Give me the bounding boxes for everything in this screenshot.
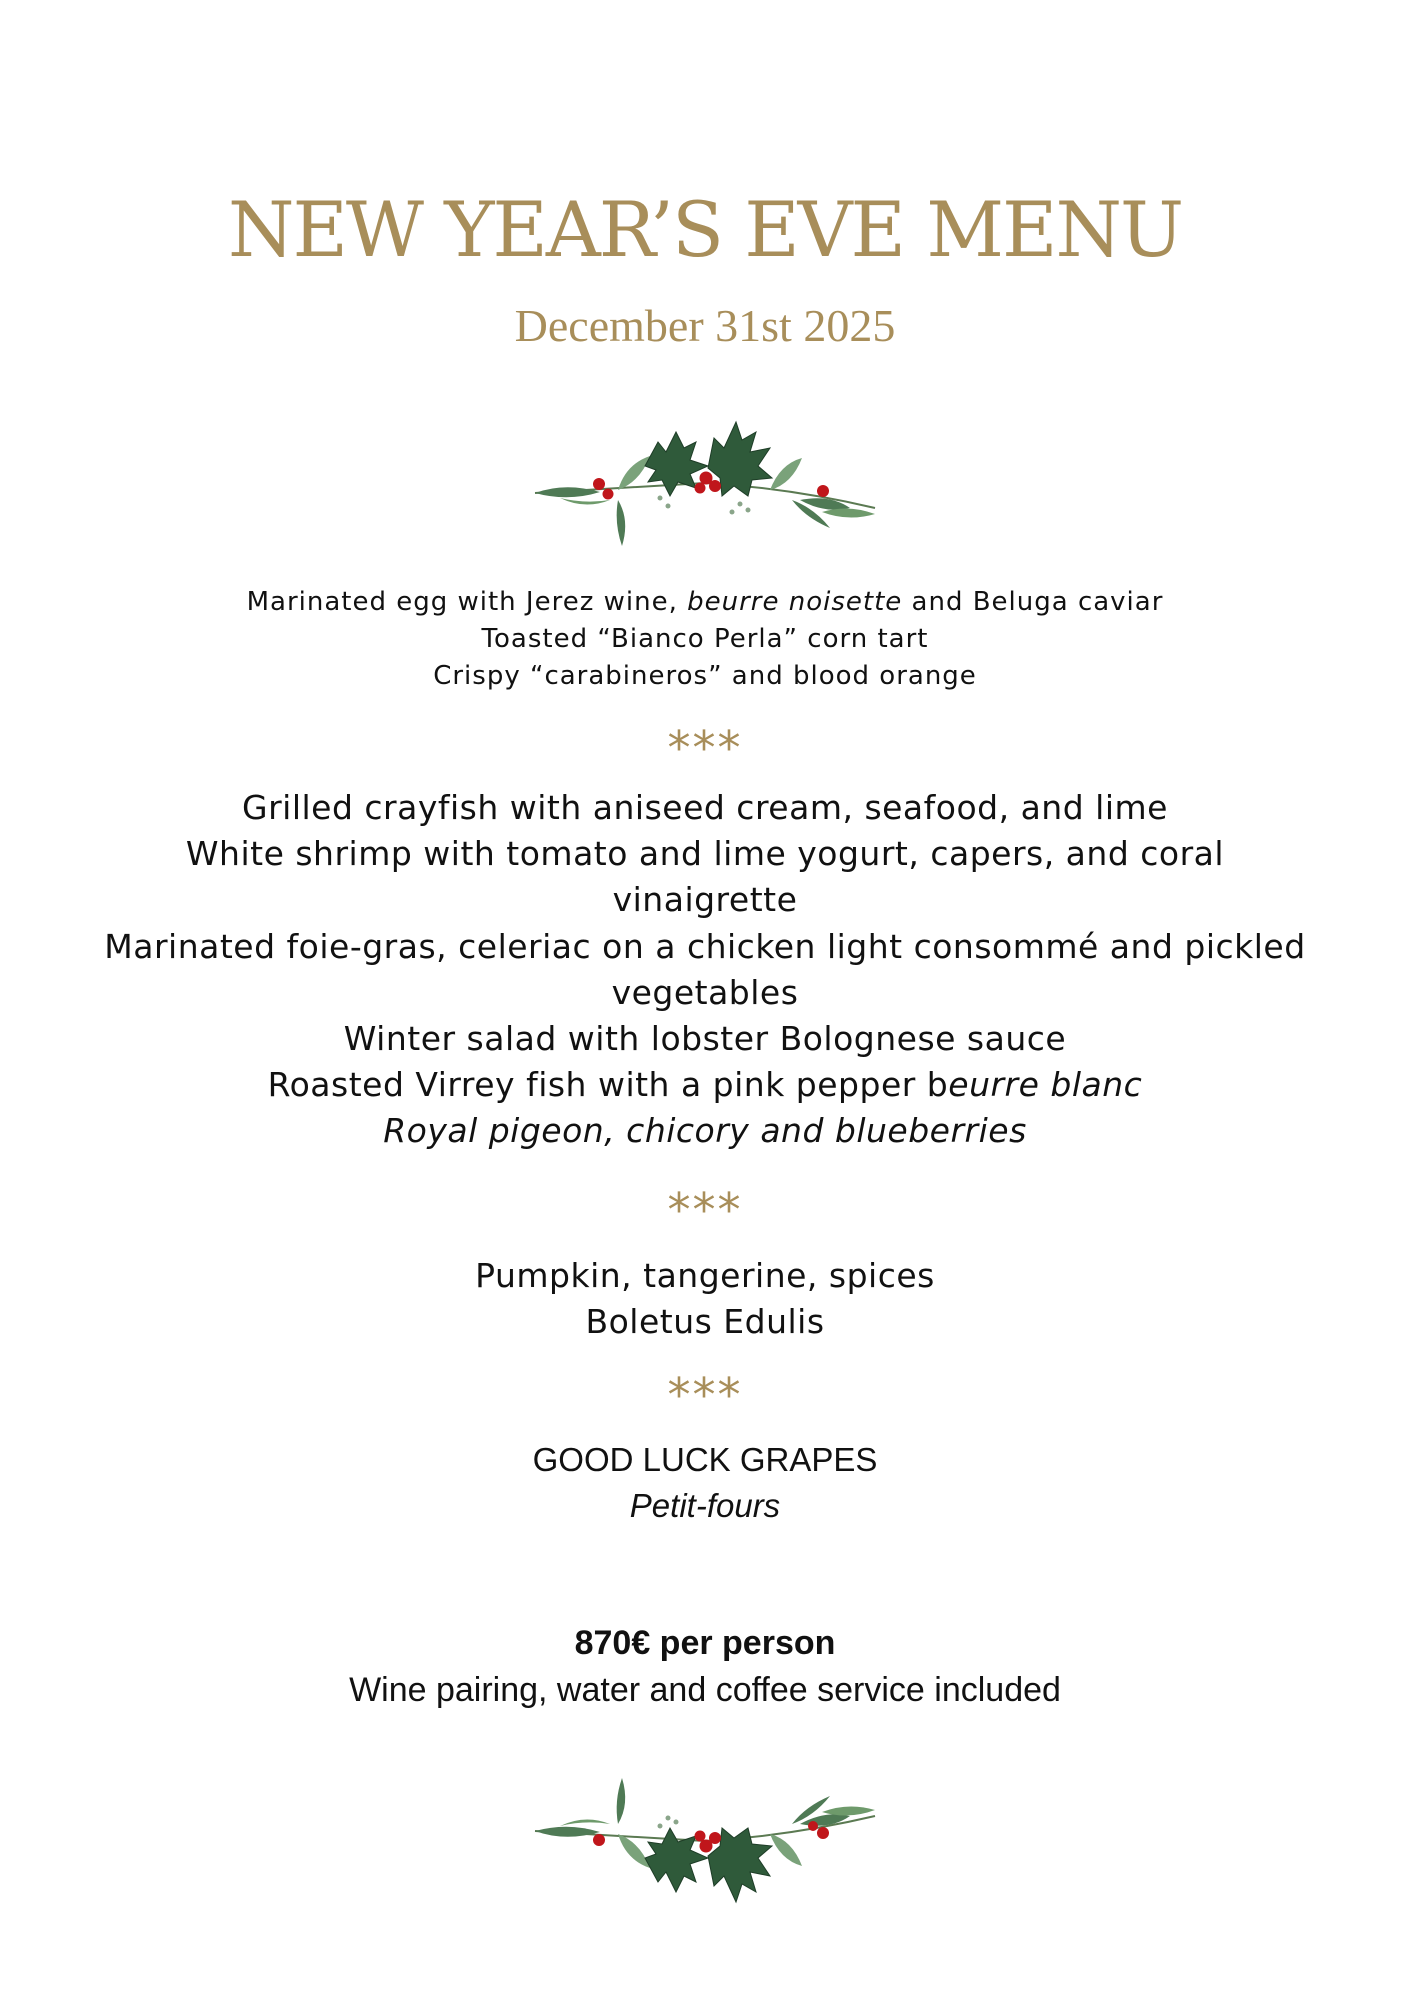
dessert-item: GOOD LUCK GRAPES (532, 1441, 878, 1478)
holly-sprig-icon (530, 1776, 880, 1916)
pre-dessert-item: Boletus Edulis (585, 1302, 825, 1342)
main-item: Grilled crayfish with aniseed cream, seafood, and lime (242, 788, 1168, 827)
mains-section (100, 785, 1310, 1155)
menu-title: NEW YEAR’S EVE MENU (227, 185, 1183, 274)
main-item: White shrimp with tomato and lime yogurt, capers, and coral vinaigrette (185, 834, 1225, 920)
pre-dessert-item: Pumpkin, tangerine, spices (475, 1256, 935, 1295)
main-item: Roasted Virrey fish with a pink pepper beurre blanc (267, 1065, 1143, 1105)
main-item: Royal pigeon, chicory and blueberries (383, 1111, 1027, 1151)
price-label: 870€ per person (574, 1624, 836, 1662)
price-note: Wine pairing, water and coffee service included (349, 1671, 1061, 1709)
pre-dessert-section (100, 1253, 1310, 1345)
course-separator: *** (667, 1183, 743, 1237)
dessert-section (100, 1437, 1310, 1529)
appetizers-section (100, 584, 1310, 695)
main-item: Marinated foie-gras, celeriac on a chicken light consommé and pickled vegetables (104, 926, 1306, 1012)
main-item: Winter salad with lobster Bolognese sauce (343, 1019, 1067, 1059)
course-separator: *** (667, 721, 743, 775)
appetizer-item: Crispy “carabineros” and blood orange (433, 661, 977, 691)
holly-sprig-icon (530, 408, 880, 548)
appetizer-item: Toasted “Bianco Perla” corn tart (481, 624, 929, 654)
pricing-section (100, 1620, 1310, 1714)
appetizer-item: Marinated egg with Jerez wine, beurre noisette and Beluga caviar (246, 587, 1164, 617)
dessert-item: Petit-fours (629, 1487, 781, 1524)
course-separator: *** (667, 1368, 743, 1422)
menu-date: December 31st 2025 (514, 300, 896, 351)
